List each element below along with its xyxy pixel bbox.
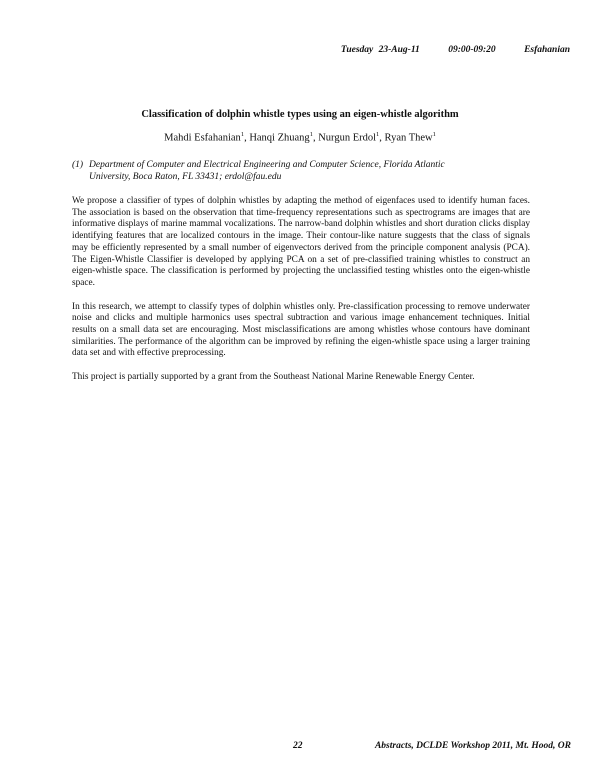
header-day: Tuesday bbox=[340, 45, 374, 55]
author-name: Nurgun Erdol bbox=[318, 132, 377, 144]
acknowledgement-paragraph: This project is partially supported by a grant from the Southeast National Marine Renewable Energy Center. bbox=[72, 372, 475, 383]
running-header bbox=[341, 45, 570, 55]
author-name: Mahdi Esfahanian bbox=[164, 132, 241, 144]
header-date: 23-Aug-11 bbox=[378, 45, 420, 55]
author-list: Mahdi Esfahanian$^1$, Hanqi Zhuang$^1$, Nurgun Erdol$^1$, Ryan Thew$^1$ bbox=[164, 131, 436, 144]
footer-source: Abstracts, DCLDE Workshop 2011, Mt. Hood, OR bbox=[374, 741, 571, 751]
affiliation-line-1 bbox=[72, 159, 542, 171]
author-affiliation-mark: 1 bbox=[432, 131, 436, 138]
paper-title: Classification of dolphin whistle types using an eigen-whistle algorithm bbox=[141, 109, 459, 120]
header-presenter: Esfahanian bbox=[524, 45, 570, 55]
affiliation bbox=[72, 159, 542, 183]
affiliation-text: Department of Computer and Electrical Engineering and Computer Science, Florida Atlantic bbox=[89, 160, 445, 170]
header-time: 09:00-09:20 bbox=[448, 45, 496, 55]
page-number: 22 bbox=[293, 741, 303, 751]
affiliation-line-2: University, Boca Raton, FL 33431; erdol@fau.edu bbox=[89, 172, 282, 182]
abstract-body bbox=[72, 196, 530, 396]
author-name: Hanqi Zhuang bbox=[249, 132, 310, 144]
author-affiliation-mark: 1 bbox=[240, 131, 245, 138]
abstract-paragraph: In this research, we attempt to classify types of dolphin whistles only. Pre-classification processing to remove underwater noise and clicks and multiple harmonics uses spectral subtraction and various image enhancement techniques. Initial results on a small data set are encouraging. Most misclassifications are among whistles whose contours have dominant similarities. The performance of the algorithm can be improved by refining the eigen-whistle space using a larger training data set and with effective preprocessing. bbox=[72, 301, 530, 359]
abstract-paragraph: We propose a classifier of types of dolphin whistles by adapting the method of eigenfaces used to identify human faces. The association is based on the observation that time-frequency representations such as spectrograms are images that are informative displays of marine mammal vocalizations. The narrow-band dolphin whistles and short duration clicks display identifying features that are localized contours in the image. Their contour-like nature suggests that the class of signals may be efficiently represented by a small number of eigenvectors derived from the principle component analysis (PCA). The Eigen-Whistle Classifier is developed by applying PCA on a set of pre-classified training whistles to construct an eigen-whistle space. The classification is performed by projecting the unclassified testing whistles onto the eigen-whistle space. bbox=[72, 196, 530, 288]
author-affiliation-mark: 1 bbox=[309, 131, 313, 138]
author-name: Ryan Thew bbox=[384, 132, 433, 144]
affiliation-number: (1) bbox=[72, 160, 84, 170]
author-affiliation-mark: 1 bbox=[376, 131, 380, 138]
